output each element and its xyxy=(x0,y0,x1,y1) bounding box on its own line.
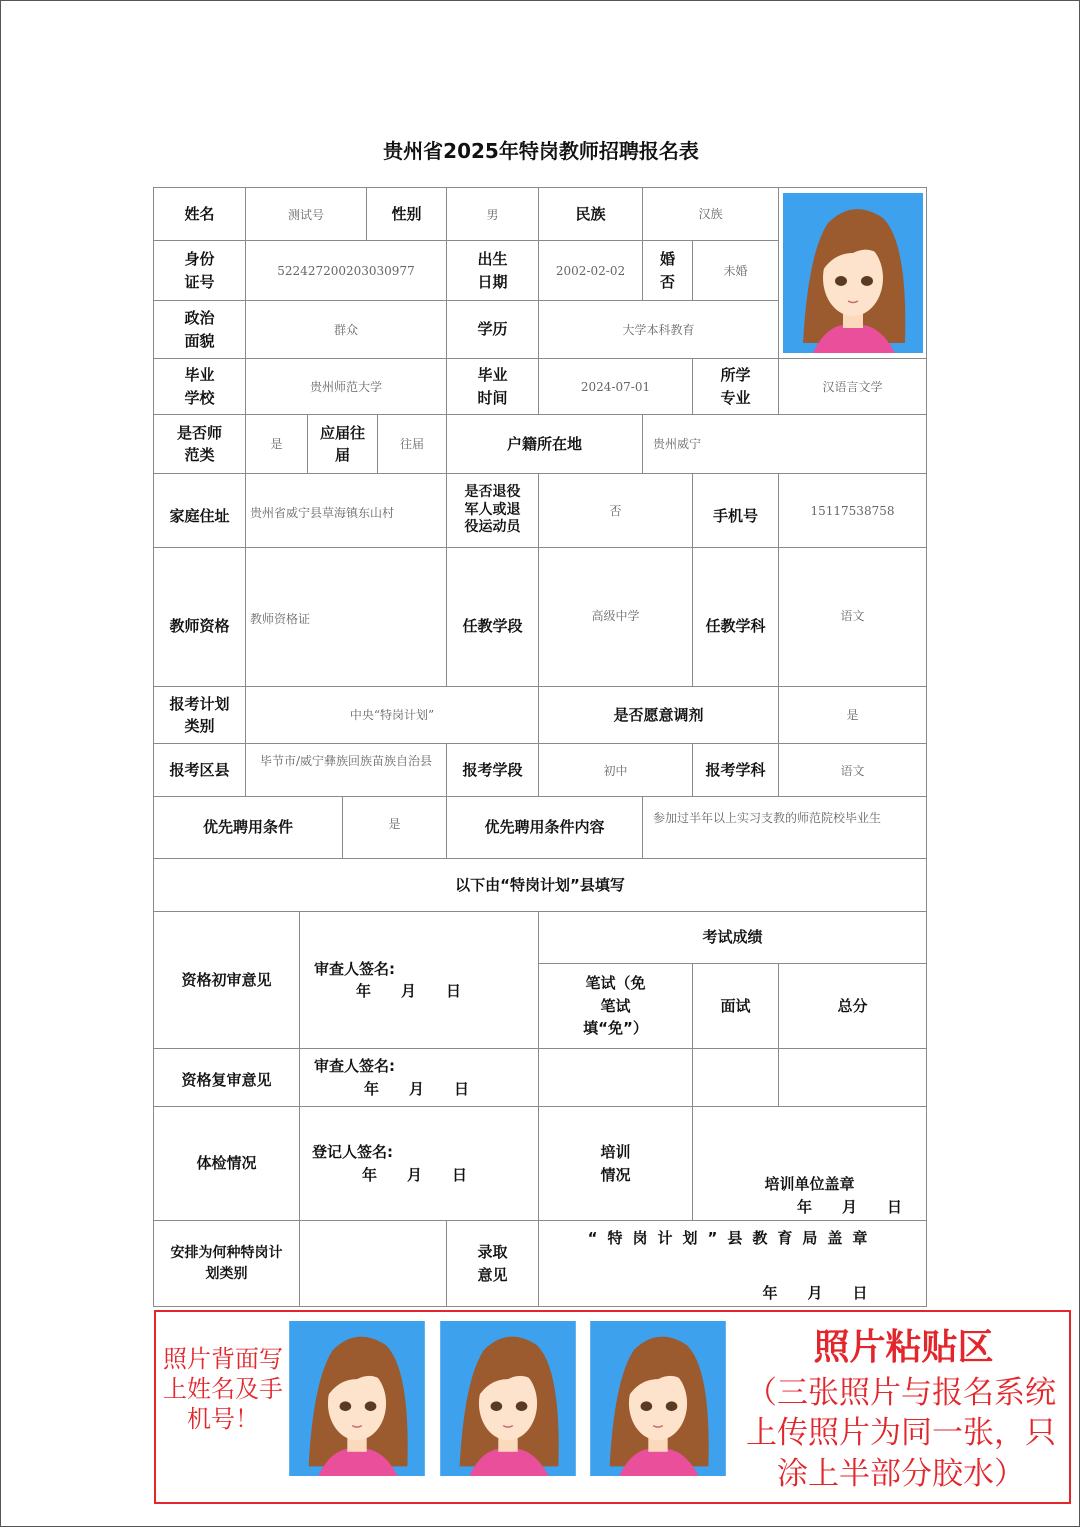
label-birth: 出生日期 xyxy=(446,240,539,301)
label-cert: 教师资格 xyxy=(153,547,246,687)
label-veteran: 是否退役军人或退役运动员 xyxy=(446,473,539,548)
value-ethnicity: 汉族 xyxy=(642,187,779,241)
label-second-review: 资格复审意见 xyxy=(153,1048,300,1107)
bureau-seal-cell xyxy=(538,1220,927,1307)
paste-photo-2 xyxy=(438,1321,578,1476)
value-grad-time: 2024-07-01 xyxy=(538,358,693,415)
value-teach-subject: 语文 xyxy=(778,547,927,687)
label-hukou: 户籍所在地 xyxy=(446,414,643,474)
value-county: 毕节市/威宁彝族回族苗族自治县 xyxy=(245,743,447,797)
label-normal: 是否师范类 xyxy=(153,414,246,474)
bureau-seal-label: “特岗计划”县教育局盖章 xyxy=(587,1229,878,1247)
training-seal-label: 培训单位盖章 xyxy=(764,1175,855,1193)
label-grad-time: 毕业时间 xyxy=(446,358,539,415)
label-county: 报考区县 xyxy=(153,743,246,797)
label-written: 笔试（免笔试填“免”） xyxy=(538,963,693,1049)
written-score-value xyxy=(538,1048,693,1107)
applicant-photo xyxy=(783,193,923,353)
second-review-date: 年 月 日 xyxy=(364,1079,470,1098)
paste-photo-3 xyxy=(588,1321,728,1476)
label-interview: 面试 xyxy=(692,963,779,1049)
applicant-photo-cell xyxy=(778,187,927,359)
value-political: 群众 xyxy=(245,300,447,359)
label-admission: 录取意见 xyxy=(446,1220,539,1307)
initial-review-date: 年 月 日 xyxy=(356,982,462,1000)
value-fresh: 往届 xyxy=(377,414,447,474)
label-political: 政治面貌 xyxy=(153,300,246,359)
value-birth: 2002-02-02 xyxy=(538,240,643,301)
label-name: 姓名 xyxy=(153,187,246,241)
physical-date: 年 月 日 xyxy=(362,1165,468,1184)
value-veteran: 否 xyxy=(538,473,693,548)
label-arrange: 安排为何种特岗计划类别 xyxy=(153,1220,300,1307)
value-gender: 男 xyxy=(446,187,539,241)
paste-photo-1 xyxy=(287,1321,427,1476)
photo-area-title: 照片粘贴区 xyxy=(813,1326,994,1368)
value-name: 测试号 xyxy=(245,187,367,241)
label-major: 所学专业 xyxy=(692,358,779,415)
label-initial-review: 资格初审意见 xyxy=(153,911,300,1049)
training-date: 年 月 日 xyxy=(796,1197,902,1216)
initial-review-sign-cell xyxy=(299,911,539,1049)
county-section-header: 以下由“特岗计划”县填写 xyxy=(153,858,927,912)
label-marital: 婚否 xyxy=(642,240,693,301)
value-normal: 是 xyxy=(245,414,308,474)
label-priority: 优先聘用条件 xyxy=(153,796,343,859)
label-address: 家庭住址 xyxy=(153,473,246,548)
value-address: 贵州省威宁县草海镇东山村 xyxy=(245,473,447,548)
value-phone: 15117538758 xyxy=(778,473,927,548)
label-adjust: 是否愿意调剂 xyxy=(538,686,779,744)
interview-score-value xyxy=(692,1048,779,1107)
label-exam-scores: 考试成绩 xyxy=(538,911,927,964)
label-teach-stage: 任教学段 xyxy=(446,547,539,687)
label-plan-type: 报考计划类别 xyxy=(153,686,246,744)
photo-back-note: 照片背面写上姓名及手机号！ xyxy=(163,1345,283,1433)
label-phone: 手机号 xyxy=(692,473,779,548)
arrange-value xyxy=(299,1220,447,1307)
label-school: 毕业学校 xyxy=(153,358,246,415)
form-title: 贵州省2025年特岗教师招聘报名表 xyxy=(383,139,699,163)
second-review-sign-cell xyxy=(299,1048,539,1107)
value-adjust: 是 xyxy=(778,686,927,744)
label-training: 培训情况 xyxy=(538,1106,693,1221)
reviewer-sign-label: 审查人签名: xyxy=(314,1057,395,1075)
label-id: 身份证号 xyxy=(153,240,246,301)
value-apply-subject: 语文 xyxy=(778,743,927,797)
value-priority: 是 xyxy=(342,796,447,859)
value-id: 522427200203030977 xyxy=(245,240,447,301)
total-score-value xyxy=(778,1048,927,1107)
photo-area-desc: （三张照片与报名系统上传照片为同一张，只涂上半部分胶水） xyxy=(746,1375,1056,1492)
label-apply-subject: 报考学科 xyxy=(692,743,779,797)
value-hukou: 贵州威宁 xyxy=(642,414,927,474)
physical-sign-cell xyxy=(299,1106,539,1221)
value-major: 汉语言文学 xyxy=(778,358,927,415)
value-education: 大学本科教育 xyxy=(538,300,779,359)
label-apply-stage: 报考学段 xyxy=(446,743,539,797)
value-cert: 教师资格证 xyxy=(245,547,447,687)
label-fresh: 应届往届 xyxy=(307,414,378,474)
recorder-sign-label: 登记人签名: xyxy=(312,1143,393,1161)
label-physical: 体检情况 xyxy=(153,1106,300,1221)
value-marital: 未婚 xyxy=(692,240,779,301)
value-teach-stage: 高级中学 xyxy=(538,547,693,687)
label-priority-content: 优先聘用条件内容 xyxy=(446,796,643,859)
label-education: 学历 xyxy=(446,300,539,359)
label-teach-subject: 任教学科 xyxy=(692,547,779,687)
value-school: 贵州师范大学 xyxy=(245,358,447,415)
label-ethnicity: 民族 xyxy=(538,187,643,241)
value-priority-content: 参加过半年以上实习支教的师范院校毕业生 xyxy=(642,796,927,859)
value-plan-type: 中央“特岗计划” xyxy=(245,686,539,744)
label-total: 总分 xyxy=(778,963,927,1049)
training-seal-cell xyxy=(692,1106,927,1221)
label-gender: 性别 xyxy=(366,187,447,241)
reviewer-sign-label: 审查人签名: xyxy=(314,959,395,978)
admission-date: 年 月 日 xyxy=(762,1283,868,1302)
value-apply-stage: 初中 xyxy=(538,743,693,797)
